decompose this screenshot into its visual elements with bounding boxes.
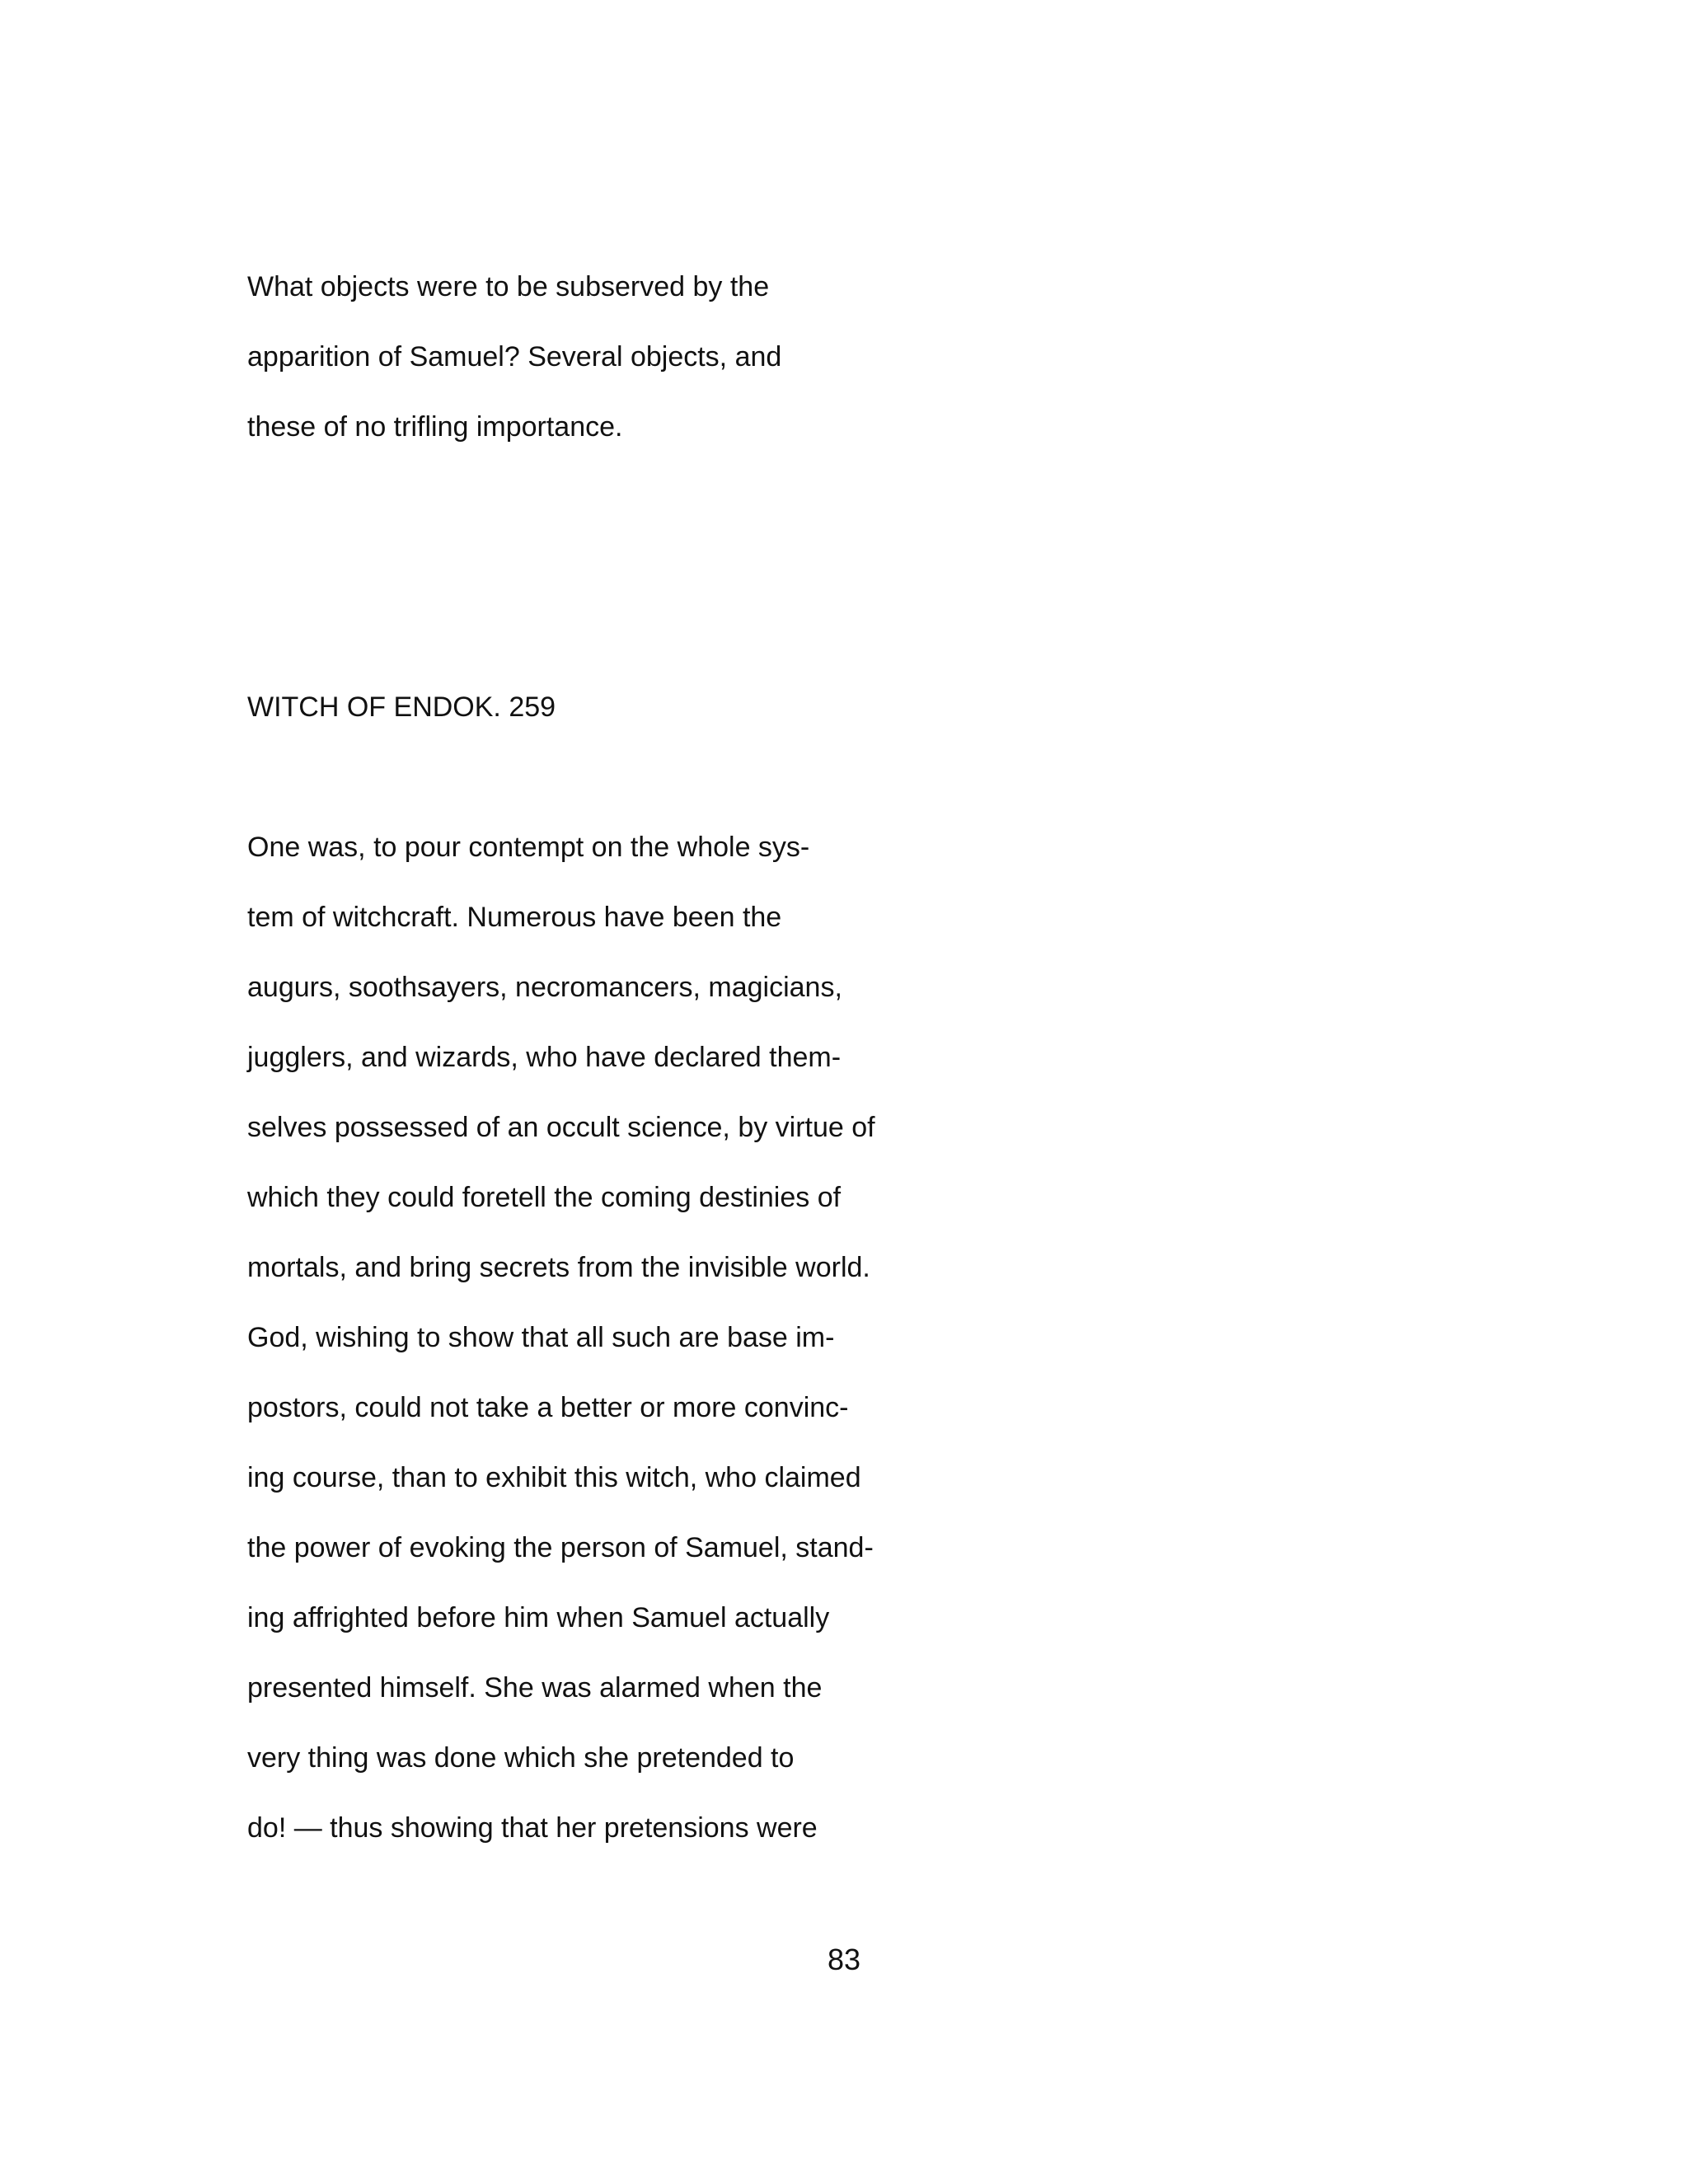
- body-line: jugglers, and wizards, who have declared them-: [247, 1042, 842, 1073]
- body-line: ing affrighted before him when Samuel actually: [247, 1602, 830, 1633]
- body-line: God, wishing to show that all such are base im-: [247, 1322, 835, 1353]
- body-line: presented himself. She was alarmed when the: [247, 1672, 823, 1704]
- page-number: 83: [827, 1943, 861, 1976]
- body-line: which they could foretell the coming destinies of: [247, 1182, 842, 1213]
- body-line: One was, to pour contempt on the whole sys-: [247, 832, 810, 863]
- intro-line: apparition of Samuel? Several objects, and: [247, 341, 782, 373]
- body-line: mortals, and bring secrets from the invisible world.: [247, 1252, 870, 1283]
- body-line: augurs, soothsayers, necromancers, magicians,: [247, 972, 842, 1003]
- body-line: the power of evoking the person of Samuel, stand-: [247, 1532, 874, 1563]
- body-line: tem of witchcraft. Numerous have been the: [247, 902, 782, 933]
- body-line: ing course, than to exhibit this witch, who claimed: [247, 1462, 861, 1493]
- body-line: do! — thus showing that her pretensions were: [247, 1812, 818, 1844]
- body-line: very thing was done which she pretended to: [247, 1742, 795, 1774]
- intro-line: What objects were to be subserved by the: [247, 271, 770, 302]
- body-line: postors, could not take a better or more convinc-: [247, 1392, 849, 1423]
- intro-line: these of no trifling importance.: [247, 411, 623, 443]
- body-line: selves possessed of an occult science, by virtue of: [247, 1112, 875, 1143]
- running-head: WITCH OF ENDOK. 259: [247, 691, 556, 723]
